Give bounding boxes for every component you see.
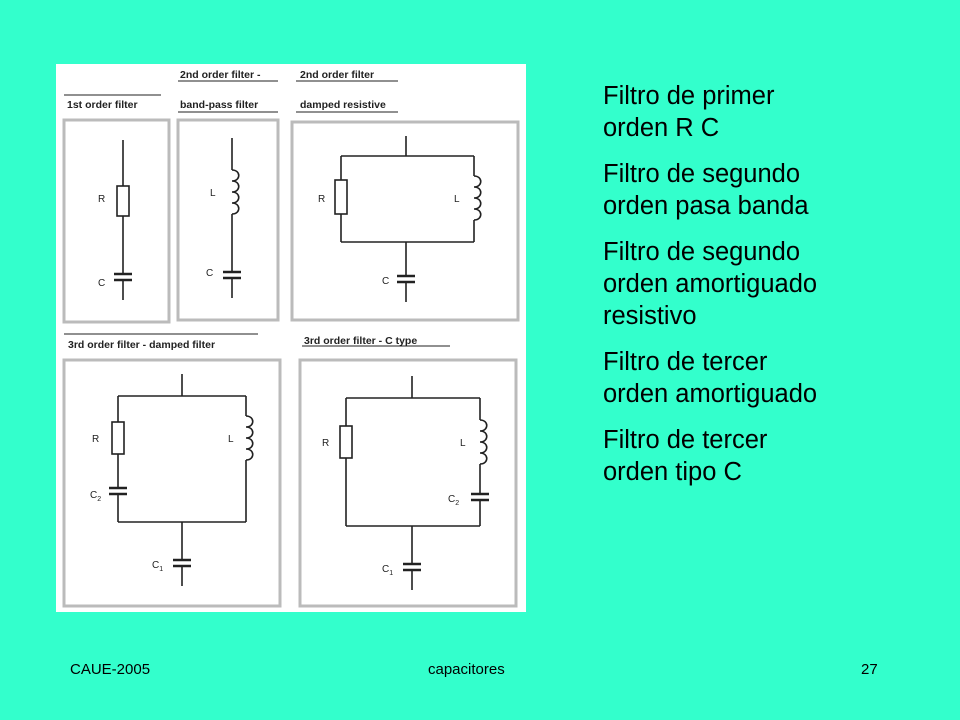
- bullet-item: Filtro de primer orden R C: [603, 82, 775, 142]
- slide-number: 27: [861, 661, 878, 678]
- title-third-order-damped: 3rd order filter - damped filter: [68, 339, 216, 351]
- label-l: L: [210, 188, 216, 199]
- title-damped-resistive-line1: 2nd order filter: [300, 69, 375, 81]
- bullet-item: Filtro de segundo orden amortiguado resistivo: [603, 238, 818, 330]
- label-r: R: [322, 438, 330, 449]
- label-r: R: [98, 194, 106, 205]
- footer-center-text: capacitores: [428, 661, 505, 678]
- title-first-order: 1st order filter: [67, 99, 138, 111]
- label-c: C: [98, 278, 106, 289]
- label-l: L: [454, 194, 460, 205]
- bullet-item: Filtro de tercer orden tipo C: [603, 426, 768, 486]
- label-c2: $C_2$: [90, 490, 102, 503]
- label-c: C: [206, 268, 214, 279]
- title-band-pass-line2: band-pass filter: [180, 99, 259, 111]
- title-damped-resistive-line2: damped resistive: [300, 99, 386, 111]
- bullet-list: [603, 80, 953, 502]
- footer-left-text: CAUE-2005: [70, 661, 151, 678]
- label-c2: $C_2$: [448, 494, 460, 507]
- label-l: L: [228, 434, 234, 445]
- filter-circuits-figure: [56, 64, 526, 612]
- label-r: R: [318, 194, 326, 205]
- label-c: C: [382, 276, 390, 287]
- bullet-item: Filtro de segundo orden pasa banda: [603, 160, 809, 220]
- bullet-item: Filtro de tercer orden amortiguado: [603, 348, 818, 408]
- label-l: L: [460, 438, 466, 449]
- label-c1: $C_1$: [382, 564, 394, 577]
- label-r: R: [92, 434, 100, 445]
- title-band-pass-line1: 2nd order filter -: [180, 69, 261, 81]
- title-third-order-c-type: 3rd order filter - C type: [304, 335, 418, 347]
- label-c1: $C_1$: [152, 560, 164, 573]
